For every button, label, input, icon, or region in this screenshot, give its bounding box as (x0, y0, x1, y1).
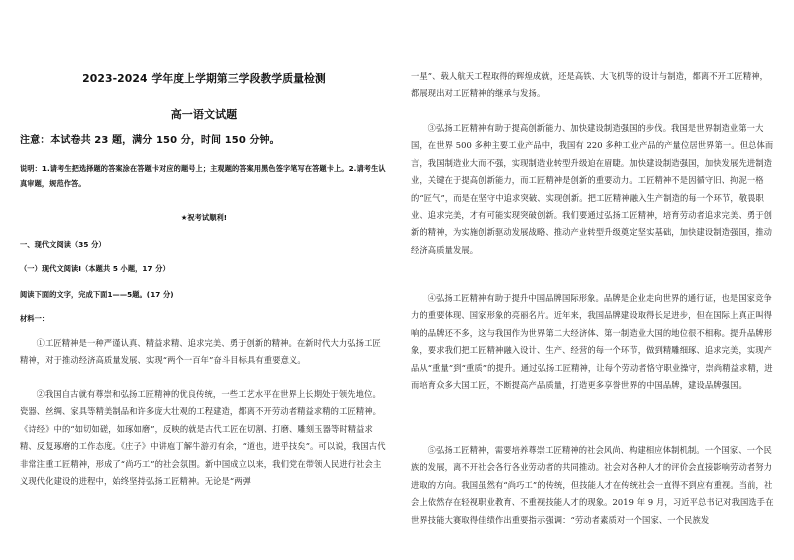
section-heading: 一、现代文阅读（35 分） (20, 240, 106, 249)
paragraph-3: ③弘扬工匠精神有助于提高创新能力、加快建设制造强国的步伐。我国是世界制造业第一大国，在世界 500 多种主要工业产品中，我国有 220 多种工业产品的产量位居世界第一。但总体而言，我国制造业大而不强，实现制造业转型升级迫在眉睫。加快建设制造强国，加快发展先进制造业，关键在于提高创新能力，而工匠精神是创新的重要动力。工匠精神不是因循守旧、拘泥一格的“匠气”，而是在坚守中追求突破、实现创新。把工匠精神融入生产制造的每一个环节，敬畏职业、追求完美，才有可能实现突破创新。我们要通过弘扬工匠精神，培育劳动者追求完美、勇于创新的精神，为实施创新驱动发展战略、推动产业转型升级奠定坚实基础，加快建设制造强国，推动经济高质量发展。 (411, 123, 774, 255)
right-column (411, 0, 775, 560)
paragraph-5: ⑤弘扬工匠精神，需要培养尊崇工匠精神的社会风尚、构建相应体制机制。一个国家、一个民族的发展，离不开社会各行各业劳动者的共同推动。社会对各种人才的评价会直接影响劳动者努力进取的方向。我国虽然有“尚巧工”的传统，但技能人才在传统社会一直得不到应有重视。当前，社会上依然存在轻视职业教育、不重视技能人才的现象。2019 年 9 月，习近平总书记对我国选手在世界技能大赛取得佳绩作出重要指示强调：“劳动者素质对一个国家、一个民族发 (411, 445, 774, 525)
reading-directions: 阅读下面的文字，完成下面1——5题。(17 分) (20, 290, 174, 299)
left-column (20, 0, 388, 560)
exam-subtitle: 高一语文试题 (170, 108, 238, 121)
exam-notice: 注意：本试卷共 23 题，满分 150 分，时间 150 分钟。 (20, 135, 280, 146)
exam-wish: ★祝考试顺利! (180, 213, 228, 222)
paragraph-2-continued: 一星”、载人航天工程取得的辉煌成就，还是高铁、大飞机等的设计与制造，都离不开工匠精神，都展现出对工匠精神的继承与发扬。 (411, 71, 769, 99)
exam-title: 2023-2024 学年度上学期第三学段教学质量检测 (82, 72, 326, 85)
material-label: 材料一： (20, 314, 50, 323)
paragraph-4: ④弘扬工匠精神有助于提升中国品牌国际形象。品牌是企业走向世界的通行证，也是国家竞争力的重要体现、国家形象的亮丽名片。近年来，我国品牌建设取得长足进步，但在国际上真正叫得响的品牌还不多，这与我国作为世界第二大经济体、第一制造业大国的地位很不相称。提升品牌形象，要求我们把工匠精神融入设计、生产、经营的每一个环节，做到精雕细琢、追求完美，实现产品从“重量”到“重质”的提升。通过弘扬工匠精神，让每个劳动者恪守职业操守，崇尚精益求精，进而培育众多大国工匠，不断提高产品质量，打造更多享誉世界的中国品牌，建设品牌强国。 (411, 293, 773, 391)
exam-instructions: 说明：1.请考生把选择题的答案涂在答题卡对应的题号上；主观题的答案用黑色签字笔写在答题卡上。2.请考生认真审题，规范作答。 (20, 164, 386, 188)
paragraph-2: ②我国自古就有尊崇和弘扬工匠精神的优良传统，一些工艺水平在世界上长期处于领先地位。瓷器、丝绸、家具等精美制品和许多庞大壮观的工程建造，都离不开劳动者精益求精的工匠精神。《诗经》中的“如切如磋，如琢如磨”，反映的就是古代工匠在切割、打磨、雕刻玉器等时精益求精、反复琢磨的工作态度。《庄子》中讲庖丁解牛游刃有余，“道也，进乎技矣”。可以说，我国古代非常注重工匠精神，形成了“尚巧工”的社会氛围。新中国成立以来，我们党在带领人民进行社会主义现代化建设的进程中，始终坚持弘扬工匠精神。无论是“两弹 (20, 389, 386, 487)
paragraph-1: ①工匠精神是一种严谨认真、精益求精、追求完美、勇于创新的精神。在新时代大力弘扬工匠精神，对于推动经济高质量发展、实现“两个一百年”奋斗目标具有重要意义。 (20, 338, 381, 366)
subsection-heading: （一）现代文阅读Ⅰ（本题共 5 小题，17 分） (20, 264, 170, 273)
